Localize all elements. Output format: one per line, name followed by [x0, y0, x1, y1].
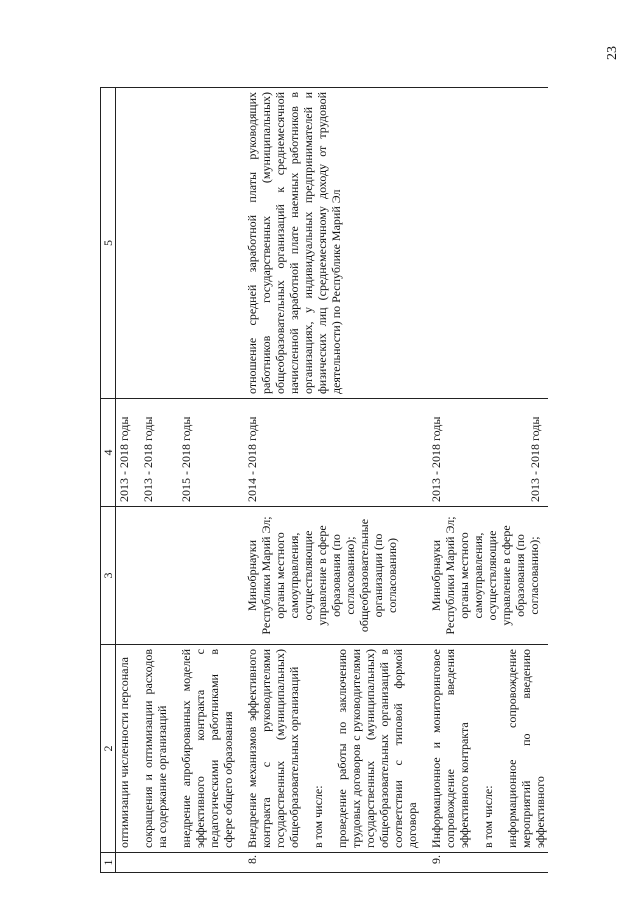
col-header-4: 4: [101, 399, 116, 507]
measure-cell: [244, 645, 420, 853]
sub-measure-text: информационное сопровождение мероприятий по введению эффективного: [505, 649, 547, 848]
responsible-org: [140, 507, 170, 645]
measure-text: внедрение апробированных моделей эффективного контракта с педагогическими работниками в сфере общего образования: [178, 645, 236, 853]
responsible-org: [116, 507, 133, 645]
indicator: [428, 88, 548, 399]
row-number: 8.: [244, 853, 420, 873]
sub-measure-text: проведение работы по заключению трудовых договоров с руководителями государственных (муниципальных) общеобразовательных организаций в соответствии с типовой формой договора: [335, 649, 419, 848]
responsible-org: Минобрнауки Республики Марий Эл; органы местного самоуправления, осуществляющие управление в сфере образования (по согласованию); общеобразовательные организации (по согласованию): [244, 507, 420, 645]
measure-text: сокращения и оптимизации расходов на содержание организаций: [140, 645, 170, 853]
row-number: [140, 853, 170, 873]
responsible-org: [178, 507, 236, 645]
measure-text: оптимизации численности персонала: [116, 645, 133, 853]
sub-label: в том числе:: [311, 785, 325, 848]
measure-text: Внедрение механизмов эффективного контракта с руководителями государственных (муниципальных) общеобразовательных организаций: [245, 649, 301, 848]
row-number: 9.: [428, 853, 548, 873]
col-header-2: 2: [101, 645, 116, 853]
measure-text: Информационное и мониторинговое сопровождение введения эффективного контракта: [429, 649, 471, 848]
table-row: [140, 88, 170, 873]
period: 2013 - 2018 годы: [140, 399, 170, 507]
period: 2013 - 2018 годы: [116, 399, 133, 507]
header-row: [101, 88, 116, 873]
indicator: отношение средней заработной платы руководящих работников государственных (муниципальных) общеобразовательных организаций к среднемесячной начисленной заработной плате наемных работников в организациях, у индивидуальных предпринимателей и физических лиц (среднемесячному доходу от трудовой деятельности) по Республике Марий Эл: [244, 88, 420, 399]
col-header-5: 5: [101, 88, 116, 399]
col-header-1: 1: [101, 853, 116, 873]
col-header-3: 3: [101, 507, 116, 645]
responsible-org: Минобрнауки Республики Марий Эл; органы местного самоуправления, осуществляющие управление в сфере образования (по согласованию);: [428, 507, 548, 645]
period: 2015 - 2018 годы: [178, 399, 236, 507]
table-row: [428, 88, 548, 873]
period-secondary: 2013 - 2018 годы: [528, 416, 542, 502]
period: 2014 - 2018 годы: [244, 399, 420, 507]
sub-label: в том числе:: [481, 785, 495, 848]
indicator: [140, 88, 170, 399]
row-number: [116, 853, 133, 873]
rotated-table-container: [100, 88, 547, 873]
table-row: [116, 88, 133, 873]
table-row: [178, 88, 236, 873]
measure-cell: [428, 645, 548, 853]
table-row: [244, 88, 420, 873]
indicator: [116, 88, 133, 399]
page-number: 23: [605, 46, 620, 60]
row-number: [178, 853, 236, 873]
period: 2013 - 2018 годы: [429, 416, 443, 502]
period-cell: [428, 399, 548, 507]
plan-table: [100, 87, 548, 873]
indicator: [178, 88, 236, 399]
